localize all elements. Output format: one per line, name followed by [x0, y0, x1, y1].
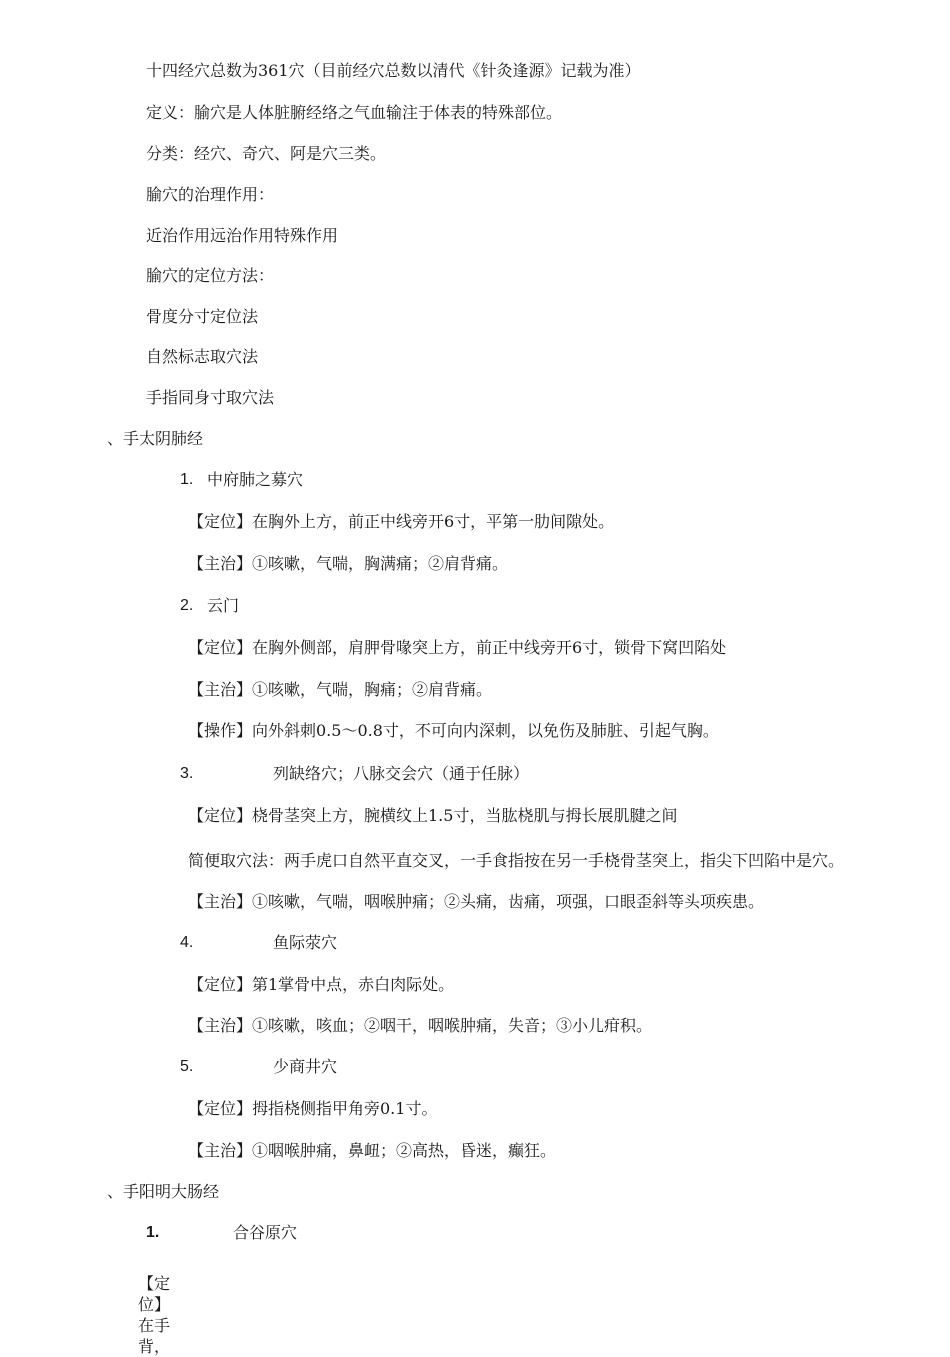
method-item: 骨度分寸定位法 [146, 307, 259, 326]
point-name: 合谷原穴 [233, 1223, 298, 1242]
point-location: 【定位】桡骨茎突上方，腕横纹上1.5寸，当肱桡肌与拇长展肌腱之间 [188, 806, 678, 825]
point-number: 5. [180, 1058, 194, 1075]
section-heading-lung: 、手太阴肺经 [107, 429, 204, 448]
point-location-partial: 【定位】在手背， [138, 1274, 171, 1356]
point-operation: 【操作】向外斜刺0.5～0.8寸，不可向内深刺，以免伤及肺脏、引起气胸。 [188, 721, 719, 740]
point-name: 鱼际荥穴 [273, 933, 338, 952]
point-indications: 【主治】①咳嗽，气喘，胸满痛；②肩背痛。 [188, 554, 509, 573]
intro-classification: 分类：经穴、奇穴、阿是穴三类。 [146, 144, 387, 163]
therapeutic-heading: 腧穴的治理作用： [146, 185, 275, 204]
intro-definition: 定义：腧穴是人体脏腑经络之气血输注于体表的特殊部位。 [146, 103, 563, 122]
point-indications: 【主治】①咳嗽，气喘，胸痛；②肩背痛。 [188, 680, 493, 699]
point-name: 少商井穴 [273, 1057, 338, 1076]
point-location: 【定位】在胸外上方，前正中线旁开6寸，平第一肋间隙处。 [188, 512, 615, 531]
point-name: 中府肺之募穴 [207, 470, 304, 489]
point-name: 列缺络穴；八脉交会穴（通于任脉） [273, 764, 530, 783]
method-item: 手指同身寸取穴法 [146, 388, 275, 407]
point-indications: 【主治】①咳嗽，气喘，咽喉肿痛；②头痛，齿痛，项强，口眼歪斜等头项疾患。 [188, 892, 765, 911]
location-heading: 腧穴的定位方法： [146, 266, 275, 285]
point-name: 云门 [207, 596, 240, 615]
intro-total: 十四经穴总数为361穴（目前经穴总数以清代《针灸逢源》记载为准） [146, 61, 641, 80]
point-location: 【定位】第1掌骨中点，赤白肉际处。 [188, 975, 455, 994]
point-indications: 【主治】①咳嗽，咳血；②咽干，咽喉肿痛，失音；③小儿疳积。 [188, 1016, 653, 1035]
section-heading-large-intestine: 、手阳明大肠经 [107, 1182, 220, 1201]
point-location: 【定位】拇指桡侧指甲角旁0.1寸。 [188, 1099, 438, 1118]
point-number: 1. [146, 1224, 160, 1241]
point-number: 1. [180, 471, 194, 488]
therapeutic-items: 近治作用远治作用特殊作用 [146, 226, 339, 245]
point-number: 2. [180, 597, 194, 614]
point-location: 【定位】在胸外侧部，肩胛骨喙突上方，前正中线旁开6寸，锁骨下窝凹陷处 [188, 638, 727, 657]
point-simple-method: 简便取穴法：两手虎口自然平直交叉，一手食指按在另一手桡骨茎突上，指尖下凹陷中是穴。 [188, 851, 845, 870]
point-number: 4. [180, 934, 194, 951]
point-indications: 【主治】①咽喉肿痛，鼻衄；②高热，昏迷，癫狂。 [188, 1141, 557, 1160]
point-number: 3. [180, 765, 194, 782]
method-item: 自然标志取穴法 [146, 347, 259, 366]
